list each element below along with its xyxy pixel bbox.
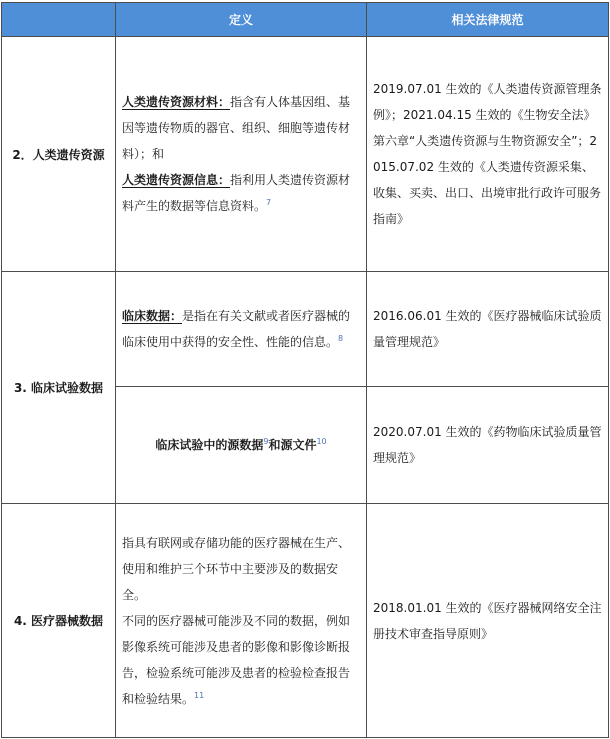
laws-clinical-data: 2016.06.01 生效的《医疗器械临床试验质量管理规范》 bbox=[367, 272, 609, 387]
definition-paragraph bbox=[122, 432, 360, 458]
definition-paragraph bbox=[122, 167, 360, 219]
data-category-table bbox=[1, 2, 609, 738]
category-genetic-resources: 2．人类遗传资源 bbox=[2, 37, 116, 272]
laws-medical-device-data: 2018.01.01 生效的《医疗器械网络安全注册技术审查指导原则》 bbox=[367, 504, 609, 738]
laws-genetic-resources: 2019.07.01 生效的《人类遗传资源管理条例》；2021.04.15 生效的《生物安全法》第六章“人类遗传资源与生物资源安全”；2015.07.02 生效的《人类遗传资源采集、收集、买卖、出口、出境审批行政许可服务指南》 bbox=[367, 37, 609, 272]
text-device-examples: 不同的医疗器械可能涉及不同的数据，例如影像系统可能涉及患者的影像和影像诊断报告，检验系统可能涉及患者的检验检查报告和检验结果。 bbox=[122, 613, 351, 706]
text-source-data: 临床试验中的源数据 bbox=[155, 438, 264, 452]
table-row-clinical-data bbox=[2, 272, 609, 387]
header-definition: 定义 bbox=[116, 3, 367, 37]
definition-clinical-data bbox=[116, 272, 367, 387]
term-genetic-information: 人类遗传资源信息： bbox=[122, 173, 231, 187]
definition-paragraph bbox=[122, 608, 360, 712]
table-row-device-data bbox=[2, 504, 609, 738]
text-source-documents: 和源文件 bbox=[268, 438, 317, 452]
category-medical-device-data: 4. 医疗器械数据 bbox=[2, 504, 116, 738]
footnote-ref[interactable]: 11 bbox=[194, 690, 205, 700]
term-genetic-material: 人类遗传资源材料： bbox=[122, 95, 231, 109]
footnote-ref[interactable]: 8 bbox=[338, 334, 344, 343]
footnote-ref[interactable]: 10 bbox=[316, 437, 327, 446]
table-header-row bbox=[2, 3, 609, 37]
definition-paragraph bbox=[122, 303, 360, 355]
definition-source-data bbox=[116, 387, 367, 504]
text-genetic-material: 指含有人体基因组、基因等遗传物质的器官、组织、细胞等遗传材料）；和 bbox=[122, 95, 351, 161]
header-category bbox=[2, 3, 116, 37]
definition-genetic-resources bbox=[116, 37, 367, 272]
term-clinical-data: 临床数据： bbox=[122, 309, 183, 323]
definition-paragraph: 指具有联网或存储功能的医疗器械在生产、使用和维护三个环节中主要涉及的数据安全。 bbox=[122, 535, 351, 602]
footnote-ref[interactable]: 7 bbox=[266, 198, 272, 207]
laws-source-data: 2020.07.01 生效的《药物临床试验质量管理规范》 bbox=[367, 387, 609, 504]
text-genetic-information: 指利用人类遗传资源材料产生的数据等信息资料。 bbox=[122, 173, 351, 213]
table-row-genetic-resources bbox=[2, 37, 609, 272]
definition-medical-device-data bbox=[116, 504, 367, 738]
category-clinical-trial-data: 3. 临床试验数据 bbox=[2, 272, 116, 504]
text-clinical-data: 是指在有关文献或者医疗器械的临床使用中获得的安全性、性能的信息。 bbox=[122, 309, 351, 349]
footnote-ref[interactable]: 9 bbox=[263, 437, 269, 446]
header-laws: 相关法律规范 bbox=[367, 3, 609, 37]
definition-paragraph bbox=[122, 89, 360, 167]
